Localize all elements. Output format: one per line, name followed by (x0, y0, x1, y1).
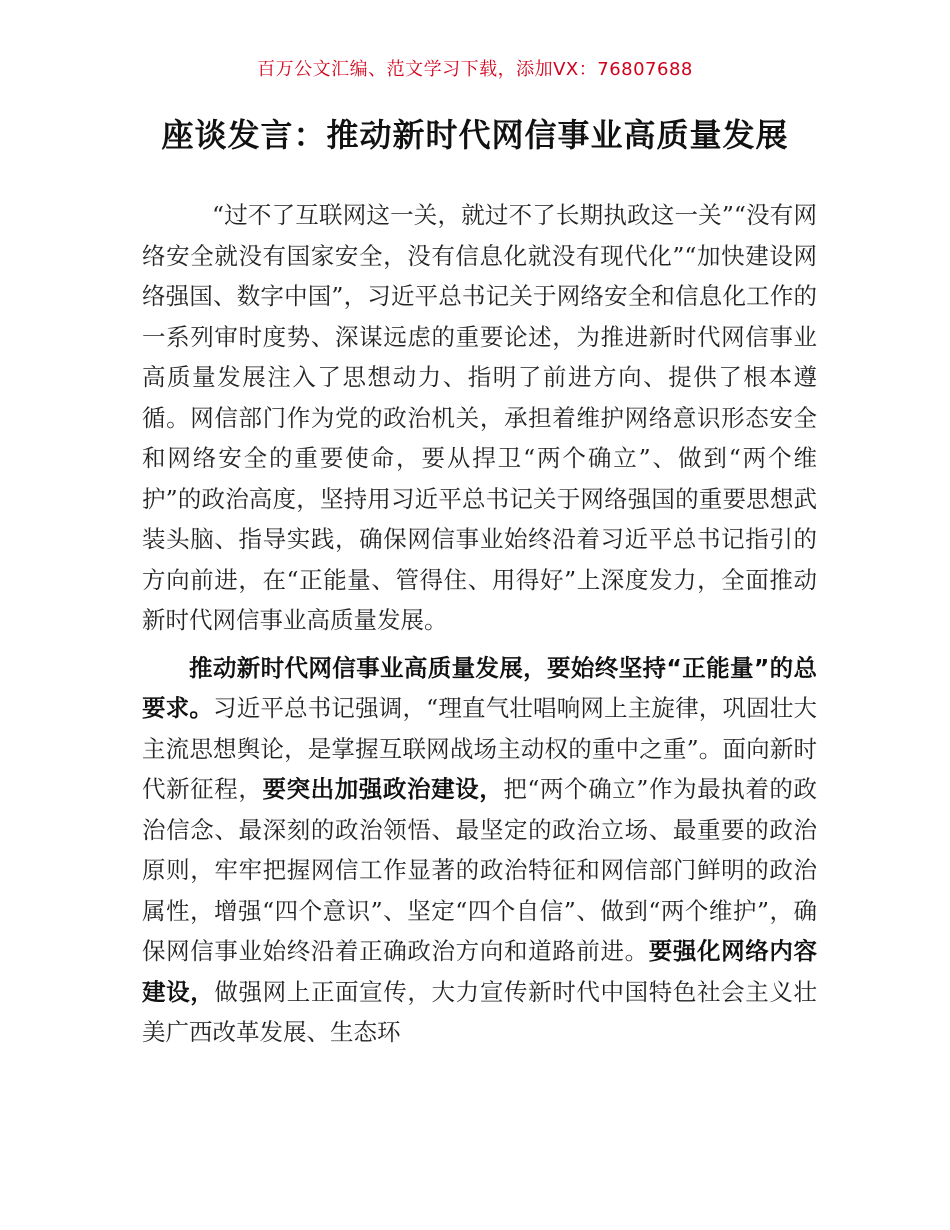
bold-emphasis-run: 要突出加强政治建设， (262, 775, 504, 803)
bold-heading-run: 推动新时代网信事业高质量发展，要始终坚持“正能量”的总要求。 (142, 653, 817, 722)
document-body (142, 195, 817, 1053)
paragraph-positive-energy (142, 648, 817, 1053)
promo-banner: 百万公文汇编、范文学习下载，添加VX：76807688 (257, 59, 693, 80)
paragraph-intro (142, 195, 817, 641)
text-run: 把“两个确立”作为最执着的政治信念、最深刻的政治领悟、最坚定的政治立场、最重要的政治原则，牢牢把握网信工作显著的政治特征和网信部门鲜明的政治属性，增强“四个意识”、坚定“四个自信”、做到“两个维护”，确保网信事业始终沿着正确政治方向和道路前进。 (142, 775, 818, 965)
page-title: 座谈发言：推动新时代网信事业高质量发展 (161, 116, 789, 154)
bold-emphasis-run: 要强化网络内容建设， (142, 937, 818, 1006)
text-run: “过不了互联网这一关，就过不了长期执政这一关”“没有网络安全就没有国家安全，没有信息化就没有现代化”“加快建设网络强国、数字中国”，习近平总书记关于网络安全和信息化工作的一系列审时度势、深谋远虑的重要论述，为推进新时代网信事业高质量发展注入了思想动力、指明了前进方向、提供了根本遵循。网信部门作为党的政治机关，承担着维护网络意识形态安全和网络安全的重要使命，要从捍卫“两个确立”、做到“两个维护”的政治高度，坚持用习近平总书记关于网络强国的重要思想武装头脑、指导实践，确保网信事业始终沿着习近平总书记指引的方向前进，在“正能量、管得住、用得好”上深度发力，全面推动新时代网信事业高质量发展。 (142, 201, 817, 634)
text-run: 习近平总书记强调，“理直气壮唱响网上主旋律，巩固壮大主流思想舆论，是掌握互联网战场主动权的重中之重”。面向新时代新征程， (142, 694, 818, 803)
text-run: 做强网上正面宣传，大力宣传新时代中国特色社会主义壮美广西改革发展、生态环 (142, 977, 818, 1046)
